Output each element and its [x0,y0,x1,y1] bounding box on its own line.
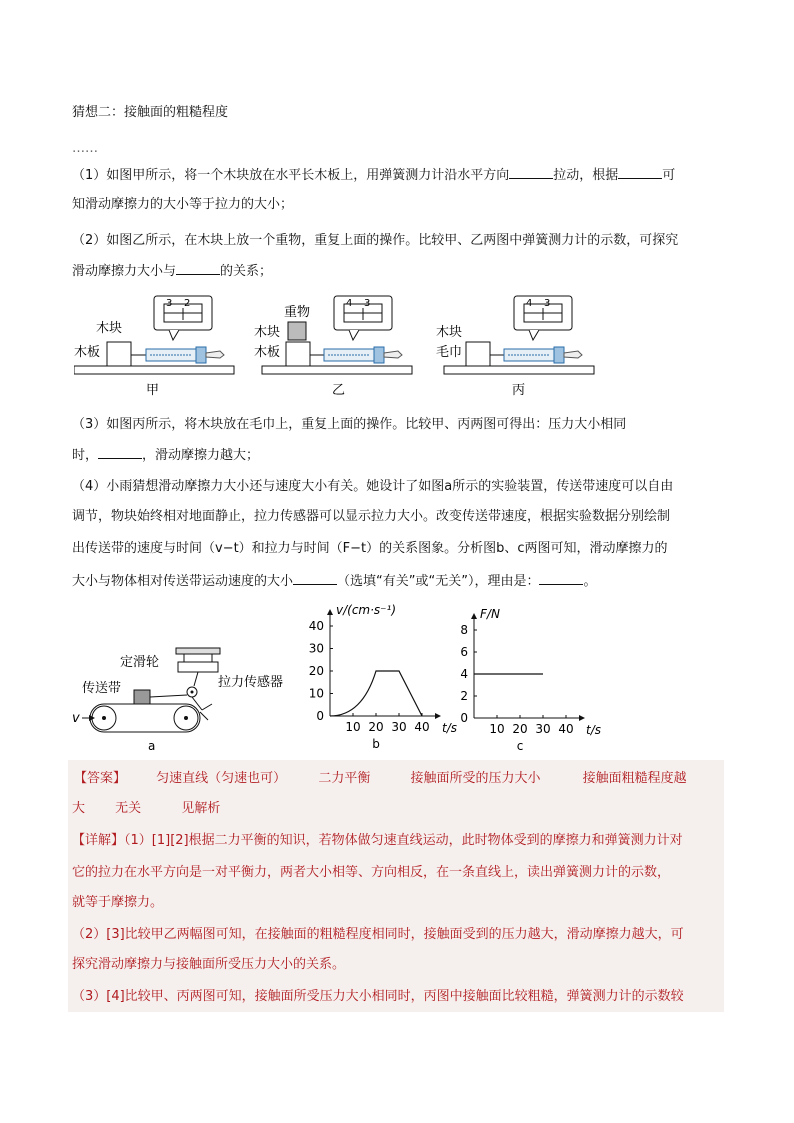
figure-jia [74,296,234,398]
answer-section [68,760,724,1012]
detail-line3: 就等于摩擦力。 [72,895,164,910]
sensor-label: 拉力传感器 [218,675,284,690]
object-block [134,690,150,704]
x-tick-label: 30 [391,720,407,734]
velocity-label: v [72,711,80,726]
chart-c [452,598,602,756]
block-label: 木块 [96,321,123,336]
spring-scale [146,347,206,363]
scale-label: 3 [166,298,173,309]
scale-label: 3 [364,298,371,309]
x-axis-label: t/s [442,721,457,735]
y-tick-label: 2 [460,689,468,703]
x-tick-label: 40 [558,722,574,736]
answer-line1: 【答案】 匀速直线（匀速也可） 二力平衡 接触面所受的压力大小 接触面粗糙程度越 [74,771,687,786]
y-axis-label: v/(cm·s⁻¹) [336,603,397,617]
guess-title: 猜想二：接触面的粗糙程度 [72,105,229,120]
caption-bing: 丙 [512,383,526,398]
x-tick-label: 20 [512,722,528,736]
block-label: 木块 [436,325,463,340]
ellipsis: …… [72,141,98,156]
detail-label: 【详解】 [72,833,125,848]
scale-label: 4 [526,298,533,309]
y-tick-label: 8 [460,623,468,637]
detail-line5: 探究滑动摩擦力与接触面所受压力大小的关系。 [72,957,346,972]
friction-setup-figures [74,290,614,402]
q2-line2: 滑动摩擦力大小与 的关系； [72,264,273,279]
figure-a-conveyor [72,640,302,755]
blank [509,166,553,179]
detail-line4: （2）[3]比较甲乙两幅图可知，在接触面的粗糙程度相同时，接触面受到的压力越大，滑动摩擦力越大，可 [72,927,684,942]
y-axis-label: F/N [480,607,500,621]
force-sensor [178,662,218,672]
detail-line1: 【详解】（1）[1][2]根据二力平衡的知识，若物体做匀速直线运动，此时物体受到的摩擦力和弹簧测力计对 [72,833,683,848]
y-tick-label: 0 [316,709,324,723]
y-tick-label: 40 [308,619,324,633]
caption-yi: 乙 [332,383,346,398]
q2-line1: （2）如图乙所示，在木块上放一个重物，重复上面的操作。比较甲、乙两图中弹簧测力计的示数，可探究 [72,233,679,248]
q4-line4: 大小与物体相对传送带运动速度的大小 （选填“有关”或“无关”），理由是： 。 [72,574,597,589]
board-label: 木板 [254,345,281,360]
chart-b [300,598,460,756]
scale-label: 2 [184,298,191,309]
q4-line1: （4）小雨猜想滑动摩擦力大小还与速度大小有关。她设计了如图a所示的实验装置，传送带速度可以自由 [72,479,674,494]
scale-label: 4 [346,298,353,309]
blank [293,572,337,585]
x-tick-label: 40 [414,720,430,734]
chart-caption: c [516,739,524,753]
x-tick-label: 10 [489,722,505,736]
blank [176,262,220,275]
q3-line1: （3）如图丙所示，将木块放在毛巾上，重复上面的操作。比较甲、丙两图可得出：压力大小相同 [72,417,627,432]
blank [618,166,662,179]
detail-line2: 它的拉力在水平方向是一对平衡力，两者大小相等、方向相反，在一条直线上，读出弹簧测力计的示数， [72,865,671,880]
q1-line2: 知滑动摩擦力的大小等于拉力的大小； [72,197,294,212]
block-label: 木块 [254,325,281,340]
series-line [330,671,422,716]
q4-line2: 调节，物块始终相对地面静止，拉力传感器可以显示拉力大小。改变传送带速度，根据实验数据分别绘制 [72,509,671,524]
y-tick-label: 10 [308,686,324,701]
scale-label: 3 [544,298,551,309]
y-tick-label: 0 [460,711,468,725]
belt-label: 传送带 [82,681,122,696]
q1-line1: （1）如图甲所示，将一个木块放在水平长木板上，用弹簧测力计沿水平方向 拉动，根据 可 [72,168,676,183]
chart-caption: b [372,737,380,751]
x-tick-label: 10 [345,720,361,734]
y-tick-label: 30 [308,641,324,656]
y-tick-label: 6 [460,645,468,659]
answer-line2: 大 无关 见解析 [72,801,221,816]
answer-label: 【答案】 [74,771,127,786]
board-label: 木板 [74,345,101,360]
figure-bing [436,296,594,398]
pulley-label: 定滑轮 [120,655,160,670]
blank [539,572,583,585]
q4-line3: 出传送带的速度与时间（v−t）和拉力与时间（F−t）的关系图象。分析图b、c两图可知，滑动摩擦力的 [72,541,668,556]
caption-a: a [148,739,156,753]
weight-label: 重物 [284,305,311,320]
blank [98,446,142,459]
y-tick-label: 20 [308,664,324,678]
figure-yi [254,296,412,398]
scale-callout [154,296,212,340]
caption-jia: 甲 [146,383,160,398]
q3-line2: 时， ，滑动摩擦力越大； [72,448,260,463]
x-tick-label: 30 [535,722,551,736]
detail-line6: （3）[4]比较甲、丙两图可知，接触面所受压力大小相同时，丙图中接触面比较粗糙，弹簧测力计的示数较 [72,989,684,1004]
x-tick-label: 20 [368,720,384,734]
x-axis-label: t/s [586,723,601,737]
towel-label: 毛巾 [436,345,463,360]
y-tick-label: 4 [460,667,468,681]
